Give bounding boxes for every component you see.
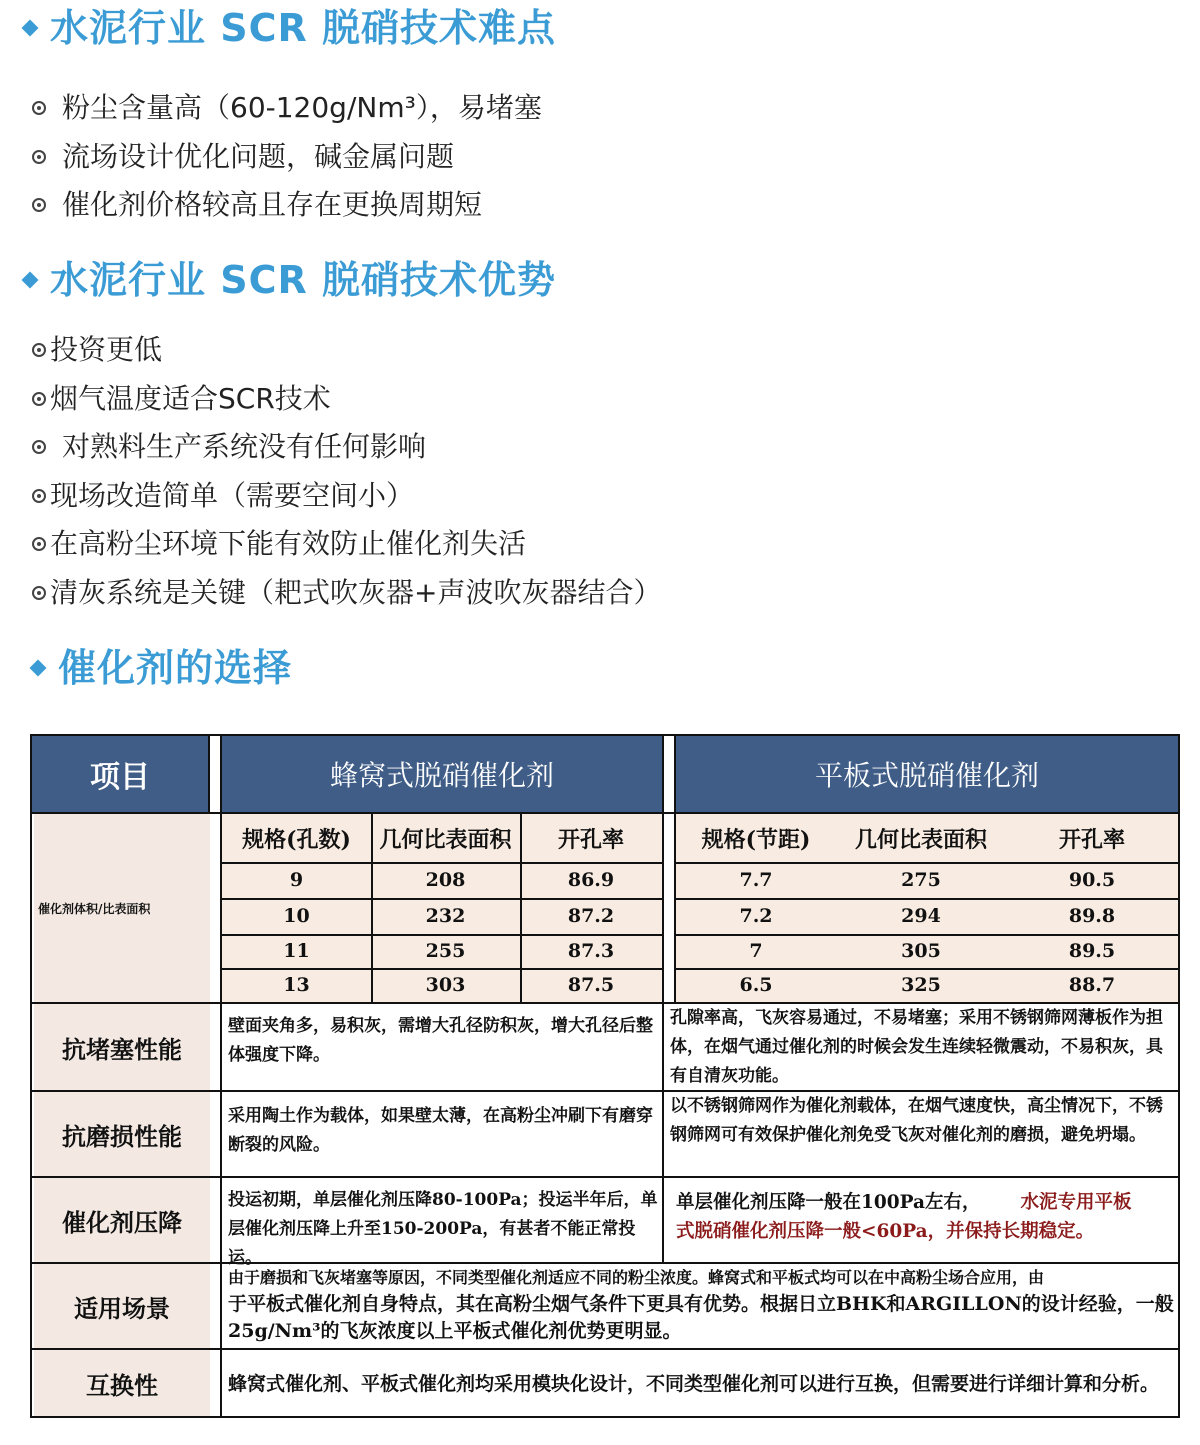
circle-bullet-icon xyxy=(32,343,46,357)
section-title-catalyst-selection: 催化剂的选择 xyxy=(28,644,292,692)
diamond-bullet-icon xyxy=(30,659,47,676)
table-cell: 275 xyxy=(901,869,941,891)
circle-bullet-icon xyxy=(32,440,46,454)
plate-col-area: 几何比表面积 xyxy=(854,826,987,853)
table-cell: 6.5 xyxy=(739,974,773,996)
spec-row-label: 催化剂体积/比表面积 xyxy=(34,814,210,1002)
advantages-list xyxy=(30,326,661,617)
difficulties-list xyxy=(30,84,542,230)
table-cell: 232 xyxy=(425,905,466,927)
list-item: 催化剂价格较高且存在更换周期短 xyxy=(30,181,542,230)
circle-bullet-icon xyxy=(32,101,46,115)
list-item: 对熟料生产系统没有任何影响 xyxy=(30,423,661,472)
anti-wear-honeycomb: 采用陶土作为载体，如果壁太薄，在高粉尘冲刷下有磨穿断裂的风险。 xyxy=(228,1106,653,1155)
table-cell: 255 xyxy=(425,940,466,962)
table-cell: 325 xyxy=(901,974,941,996)
anti-block-plate: 孔隙率高，飞灰容易通过，不易堵塞；采用不锈钢筛网薄板作为担体，在烟气通过催化剂的时候会发生连续轻微震动，不易积灰，具有自清灰功能。 xyxy=(670,1008,1163,1086)
table-cell: 87.5 xyxy=(567,974,615,996)
honeycomb-col-area: 几何比表面积 xyxy=(379,826,512,853)
circle-bullet-icon xyxy=(32,150,46,164)
header-item: 项目 xyxy=(32,736,208,812)
circle-bullet-icon xyxy=(32,537,46,551)
table-cell: 88.7 xyxy=(1068,974,1116,996)
interchange-text: 蜂窝式催化剂、平板式催化剂均采用模块化设计，不同类型催化剂可以进行互换，但需要进行详细计算和分析。 xyxy=(228,1373,1160,1395)
circle-bullet-icon xyxy=(32,392,46,406)
row-label-scenario: 适用场景 xyxy=(34,1264,210,1348)
circle-bullet-icon xyxy=(32,198,46,212)
plate-col-spec: 规格(节距) xyxy=(701,826,811,853)
catalyst-comparison-table xyxy=(30,734,1180,1418)
row-label-interchange: 互换性 xyxy=(34,1350,210,1416)
diamond-bullet-icon xyxy=(22,19,39,36)
section-title-difficulties: 水泥行业 SCR 脱硝技术难点 xyxy=(20,4,556,52)
anti-block-honeycomb: 壁面夹角多，易积灰，需增大孔径防积灰，增大孔径后整体强度下降。 xyxy=(228,1016,653,1065)
header-plate: 平板式脱硝催化剂 xyxy=(676,736,1178,812)
honeycomb-col-porosity: 开孔率 xyxy=(557,826,624,853)
section-title-advantages: 水泥行业 SCR 脱硝技术优势 xyxy=(20,256,556,304)
table-cell: 294 xyxy=(901,905,941,927)
table-cell: 303 xyxy=(425,974,466,996)
list-item: 烟气温度适合SCR技术 xyxy=(30,375,661,424)
table-cell: 86.9 xyxy=(567,869,615,891)
list-item: 粉尘含量高（60-120g/Nm³），易堵塞 xyxy=(30,84,542,133)
table-cell: 7 xyxy=(749,940,763,962)
table-cell: 87.2 xyxy=(567,905,615,927)
pressure-drop-honeycomb: 投运初期，单层催化剂压降80-100Pa；投运半年后，单层催化剂压降上升至150-200Pa，有甚者不能正常投运。 xyxy=(228,1190,658,1268)
table-cell: 89.5 xyxy=(1068,940,1116,962)
row-label-anti-wear: 抗磨损性能 xyxy=(34,1092,210,1176)
table-cell: 89.8 xyxy=(1068,905,1116,927)
anti-wear-plate: 以不锈钢筛网作为催化剂载体，在烟气速度快，高尘情况下，不锈钢筛网可有效保护催化剂免受飞灰对催化剂的磨损，避免坍塌。 xyxy=(670,1096,1163,1145)
table-cell: 7.7 xyxy=(739,869,773,891)
header-honeycomb: 蜂窝式脱硝催化剂 xyxy=(222,736,662,812)
table-cell: 7.2 xyxy=(739,905,773,927)
list-item: 在高粉尘环境下能有效防止催化剂失活 xyxy=(30,520,661,569)
circle-bullet-icon xyxy=(32,586,46,600)
table-cell: 87.3 xyxy=(567,940,615,962)
pressure-drop-plate: 单层催化剂压降一般在100Pa左右， 水泥专用平板式脱硝催化剂压降一般<60Pa，并保持长期稳定。 xyxy=(676,1192,1132,1242)
row-label-anti-block: 抗堵塞性能 xyxy=(34,1004,210,1090)
table-cell: 9 xyxy=(289,869,304,891)
table-cell: 208 xyxy=(425,869,466,891)
list-item: 现场改造简单（需要空间小） xyxy=(30,472,661,521)
circle-bullet-icon xyxy=(32,489,46,503)
table-cell: 10 xyxy=(283,905,310,927)
honeycomb-col-spec: 规格(孔数) xyxy=(242,826,351,853)
list-item: 清灰系统是关键（耙式吹灰器+声波吹灰器结合） xyxy=(30,569,661,618)
row-label-pressure-drop: 催化剂压降 xyxy=(34,1178,210,1262)
table-cell: 13 xyxy=(283,974,310,996)
plate-col-porosity: 开孔率 xyxy=(1058,826,1125,853)
table-cell: 90.5 xyxy=(1068,869,1116,891)
table-cell: 11 xyxy=(283,940,310,962)
list-item: 流场设计优化问题，碱金属问题 xyxy=(30,133,542,182)
table-cell: 305 xyxy=(901,940,941,962)
scenario-text: 由于磨损和飞灰堵塞等原因，不同类型催化剂适应不同的粉尘浓度。蜂窝式和平板式均可以在中高粉尘场合应用，由 于平板式催化剂自身特点，其在高粉尘烟气条件下更具有优势。根据日立BHK和ARGILLON的设计经验，一般25g/Nm³的飞灰浓度以上平板式催化剂优势更明显。 xyxy=(228,1268,1174,1342)
diamond-bullet-icon xyxy=(22,271,39,288)
list-item: 投资更低 xyxy=(30,326,661,375)
